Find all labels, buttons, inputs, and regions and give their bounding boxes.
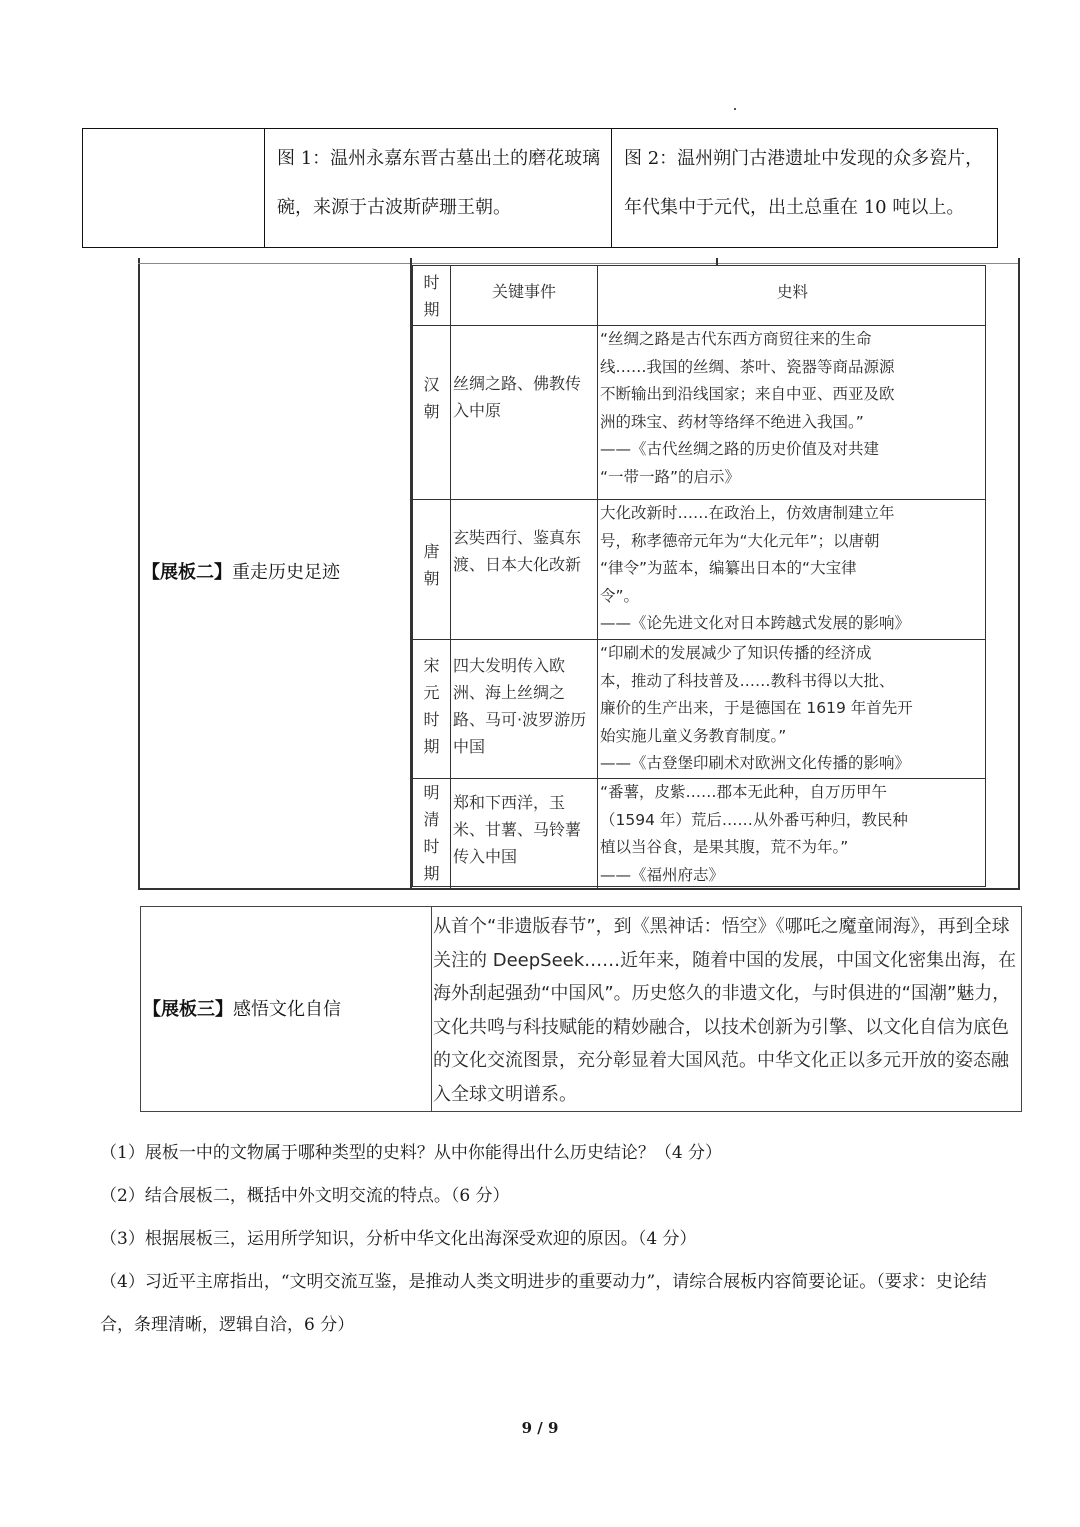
panel2-label [138,558,412,584]
panel3 [140,906,1022,1112]
panel3-label [141,907,432,1111]
question-1: （1）展板一中的文物属于哪种类型的史料？从中你能得出什么历史结论？（4 分） [100,1143,723,1163]
questions [98,1132,998,1347]
panel3-text: 从首个“非遗版春节”，到《黑神话：悟空》《哪吒之魔童闹海》，再到全球关注的 DeepSeek……近年来，随着中国的发展，中国文化密集出海，在海外刮起强劲“中国风”。历史悠久的非遗文化，与时俱进的“国潮”魅力，文化共鸣与科技赋能的精妙融合，以技术创新为引擎、以文化自信为底色的文化交流图景，充分彰显着大国风范。中华文化正以多元开放的姿态融入全球文明谱系。 [433,916,1017,1105]
panel2-label-bracket: 【展板二】 [142,562,232,583]
source-ming-qing: “番薯，皮紫……郡本无此种，自万历甲午 （1594 年）荒后……从外番丐种归，教民种 植以当谷食，是果其腹，荒不为年。” ——《福州府志》 [600,783,908,884]
page-number: 9 / 9 [521,1419,559,1437]
source-tang: 大化改新时……在政治上，仿效唐制建立年 号，称孝德帝元年为“大化元年”；以唐朝 “律令”为蓝本，编纂出日本的“大宝律 令”。 ——《论先进文化对日本跨越式发展的影响》 [600,504,911,632]
panel2 [138,258,1020,890]
question-4: （4）习近平主席指出，“文明交流互鉴，是推动人类文明进步的重要动力”，请综合展板内容简要论证。（要求：史论结合，条理清晰，逻辑自洽，6 分） [100,1272,987,1335]
header-period: 时 期 [413,266,451,325]
period-ming-qing: 明 清 时 期 [413,779,451,888]
event-han: 丝绸之路、佛教传入中原 [451,326,598,499]
source-song-yuan: “印刷术的发展减少了知识传播的经济成 本，推动了科技普及……教科书得以大批、 廉价的生产出来，于是德国在 1619 年首先开 始实施儿童义务教育制度。” ——《古登堡印刷术对欧洲文化传播的影响》 [600,644,913,772]
period-han: 汉 朝 [413,326,451,499]
history-table [412,265,986,887]
event-song-yuan: 四大发明传入欧洲、海上丝绸之路、马可·波罗游历中国 [451,640,598,778]
figure2-caption: 图 2：温州朔门古港遗址中发现的众多瓷片，年代集中于元代，出土总重在 10 吨以上。 [624,148,984,218]
table-row [413,778,985,888]
table-row [413,639,985,778]
event-tang: 玄奘西行、鉴真东渡、日本大化改新 [451,500,598,639]
table-row [413,325,985,499]
panel3-label-title: 感悟文化自信 [233,999,341,1020]
period-song-yuan: 宋 元 时 期 [413,640,451,778]
header-source: 史料 [776,283,808,301]
panel3-label-bracket: 【展板三】 [143,999,233,1020]
figure1-caption: 图 1：温州永嘉东晋古墓出土的磨花玻璃碗，来源于古波斯萨珊王朝。 [265,129,612,247]
table-header-row [413,266,985,325]
question-2: （2）结合展板二，概括中外文明交流的特点。（6 分） [100,1186,510,1206]
source-han: “丝绸之路是古代东西方商贸往来的生命 线……我国的丝绸、茶叶、瓷器等商品源源 不断输出到沿线国家；来自中亚、西亚及欧 洲的珠宝、药材等络绎不绝进入我国。” ——《古代丝绸之路的历史价值及对共建 “一带一路”的启示》 [600,330,895,486]
panel2-label-title: 重走历史足迹 [232,562,340,583]
stray-dot [734,108,736,110]
table-row [413,499,985,639]
header-event: 关键事件 [451,266,598,325]
event-ming-qing: 郑和下西洋，玉米、甘薯、马铃薯传入中国 [451,779,598,888]
panel1-table [82,128,998,248]
panel1-empty-cell [83,129,265,247]
question-3: （3）根据展板三，运用所学知识，分析中华文化出海深受欢迎的原因。（4 分） [100,1229,697,1249]
period-tang: 唐 朝 [413,500,451,639]
